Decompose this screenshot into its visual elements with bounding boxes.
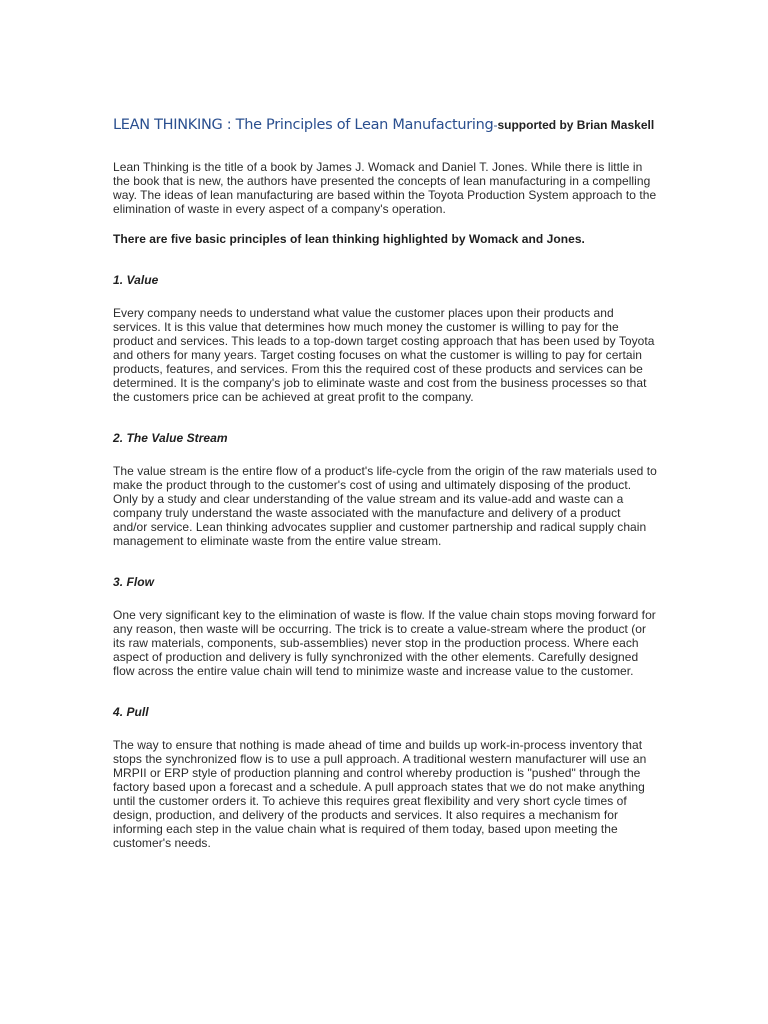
section-value-stream bbox=[113, 431, 658, 548]
section-body: Every company needs to understand what value the customer places upon their products and services. It is this value that determines how much money the customer is willing to pay for the product and services. This leads to a top-down target costing approach that has been used by Toyota and others for many years. Target costing focuses on what the customer is willing to pay for certain products, features, and services. From this the required cost of these products and services can be determined. It is the company's job to eliminate waste and cost from the business processes so that the customers price can be achieved at great profit to the company. bbox=[113, 306, 655, 404]
section-heading: 2. The Value Stream bbox=[113, 431, 228, 445]
principles-statement: There are five basic principles of lean thinking highlighted by Womack and Jones. bbox=[113, 232, 585, 246]
document-page bbox=[113, 116, 658, 877]
section-flow bbox=[113, 575, 658, 678]
section-pull bbox=[113, 705, 658, 850]
section-body: The value stream is the entire flow of a product's life-cycle from the origin of the raw materials used to make the product through to the customer's cost of using and ultimately disposing of the product. Only by a study and clear understanding of the value stream and its value-add and waste can a company truly understand the waste associated with the manufacture and delivery of a product and/or service. Lean thinking advocates supplier and customer partnership and radical supply chain management to eliminate waste from the entire value stream. bbox=[113, 464, 657, 548]
title-separator: - bbox=[493, 118, 498, 132]
section-heading: 4. Pull bbox=[113, 705, 149, 719]
section-heading: 3. Flow bbox=[113, 575, 155, 589]
document-subtitle: supported by Brian Maskell bbox=[497, 118, 655, 132]
section-body: The way to ensure that nothing is made ahead of time and builds up work-in-process inventory that stops the synchronized flow is to use a pull approach. A traditional western manufacturer will use an MRPII or ERP style of production planning and control whereby production is "pushed" through the factory based upon a forecast and a schedule. A pull approach states that we do not make anything until the customer orders it. To achieve this requires great flexibility and very short cycle times of design, production, and delivery of the products and services. It also requires a mechanism for informing each step in the value chain what is required of them today, based upon meeting the customer's needs. bbox=[113, 738, 647, 850]
document-title: LEAN THINKING : The Principles of Lean Manufacturing bbox=[113, 117, 494, 133]
document-header bbox=[113, 116, 658, 134]
section-value bbox=[113, 273, 658, 404]
section-body: One very significant key to the elimination of waste is flow. If the value chain stops moving forward for any reason, then waste will be occurring. The trick is to create a value-stream where the product (or its raw materials, components, sub-assemblies) never stop in the production process. Where each aspect of production and delivery is fully synchronized with the other elements. Carefully designed flow across the entire value chain will tend to minimize waste and increase value to the customer. bbox=[113, 608, 656, 678]
section-heading: 1. Value bbox=[113, 273, 159, 287]
intro-paragraph: Lean Thinking is the title of a book by James J. Womack and Daniel T. Jones. While there is little in the book that is new, the authors have presented the concepts of lean manufacturing in a compelling way. The ideas of lean manufacturing are based within the Toyota Production System approach to the elimination of waste in every aspect of a company's operation. bbox=[113, 160, 657, 216]
